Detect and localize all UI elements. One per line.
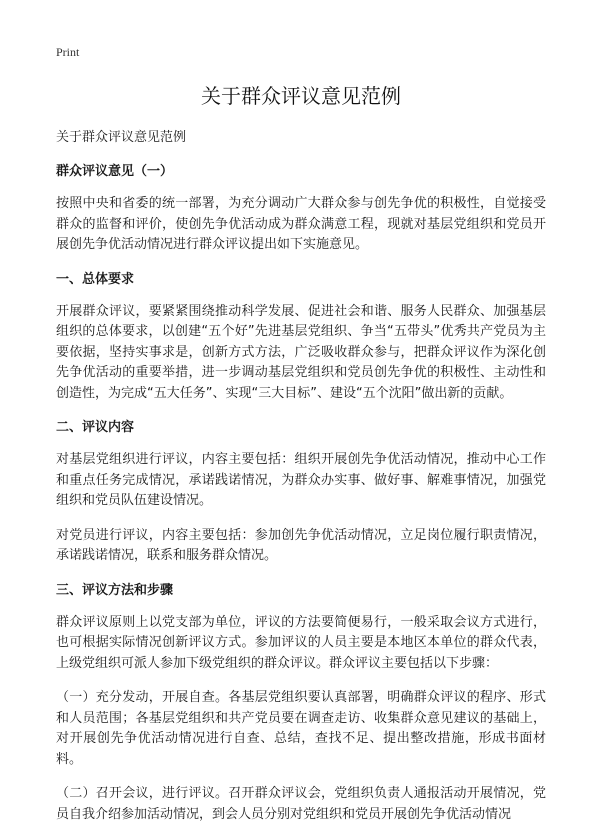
intro-paragraph: 按照中央和省委的统一部署，为充分调动广大群众参与创先争优的积极性，自觉接受群众的监督和评价，使创先争优活动成为群众满意工程，现就对基层党组织和党员开展创先争优活动情况进行群众评议提出如下实施意见。 — [56, 196, 546, 252]
content-org-paragraph: 对基层党组织进行评议，内容主要包括：组织开展创先争优活动情况，推动中心工作和重点任务完成情况，承诺践诺情况，为群众办实事、做好事、解难事情况，加强党组织和党员队伍建设情况。 — [56, 452, 546, 508]
content-member-paragraph: 对党员进行评议，内容主要包括：参加创先争优活动情况，立足岗位履行职责情况，承诺践诺情况，联系和服务群众情况。 — [56, 527, 546, 563]
heading-methods-steps: 三、评议方法和步骤 — [56, 582, 174, 598]
print-link[interactable]: Print — [56, 45, 80, 59]
document-subtitle: 关于群众评议意见范例 — [56, 130, 187, 145]
step-1-paragraph: （一）充分发动，开展自查。各基层党组织要认真部署，明确群众评议的程序、形式和人员范围；各基层党组织和共产党员要在调查走访、收集群众意见建议的基础上，对开展创先争优活动情况进行自查、总结，查找不足、提出整改措施，形成书面材料。 — [56, 690, 546, 767]
methods-paragraph: 群众评议原则上以党支部为单位，评议的方法要简便易行，一般采取会议方式进行，也可根据实际情况创新评议方式。参加评议的人员主要是本地区本单位的群众代表，上级党组织可派人参加下级党组织的群众评议。群众评议主要包括以下步骤： — [56, 614, 546, 671]
heading-evaluation-content: 二、评议内容 — [56, 420, 135, 435]
heading-overall-requirements: 一、总体要求 — [56, 271, 135, 287]
step-2-paragraph: （二）召开会议，进行评议。召开群众评议会，党组织负责人通报活动开展情况，党员自我介绍参加活动情况，到会人员分别对党组织和党员开展创先争优活动情况 — [56, 786, 546, 822]
document-title: 关于群众评议意见范例 — [201, 84, 401, 108]
section-title: 群众评议意见（一） — [56, 164, 174, 179]
requirements-paragraph: 开展群众评议，要紧紧围绕推动科学发展、促进社会和谐、服务人民群众、加强基层组织的总体要求，以创建“五个好”先进基层党组织、争当“五带头”优秀共产党员为主要依据，坚持实事求是，创新方式方法，广泛吸收群众参与，把群众评议作为深化创先争优活动的重要举措，进一步调动基层党组织和党员创先争优的积极性、主动性和创造性，为完成“五大任务”、实现“三大目标”、建设“五个沈阳”做出新的贡献。 — [56, 303, 546, 401]
